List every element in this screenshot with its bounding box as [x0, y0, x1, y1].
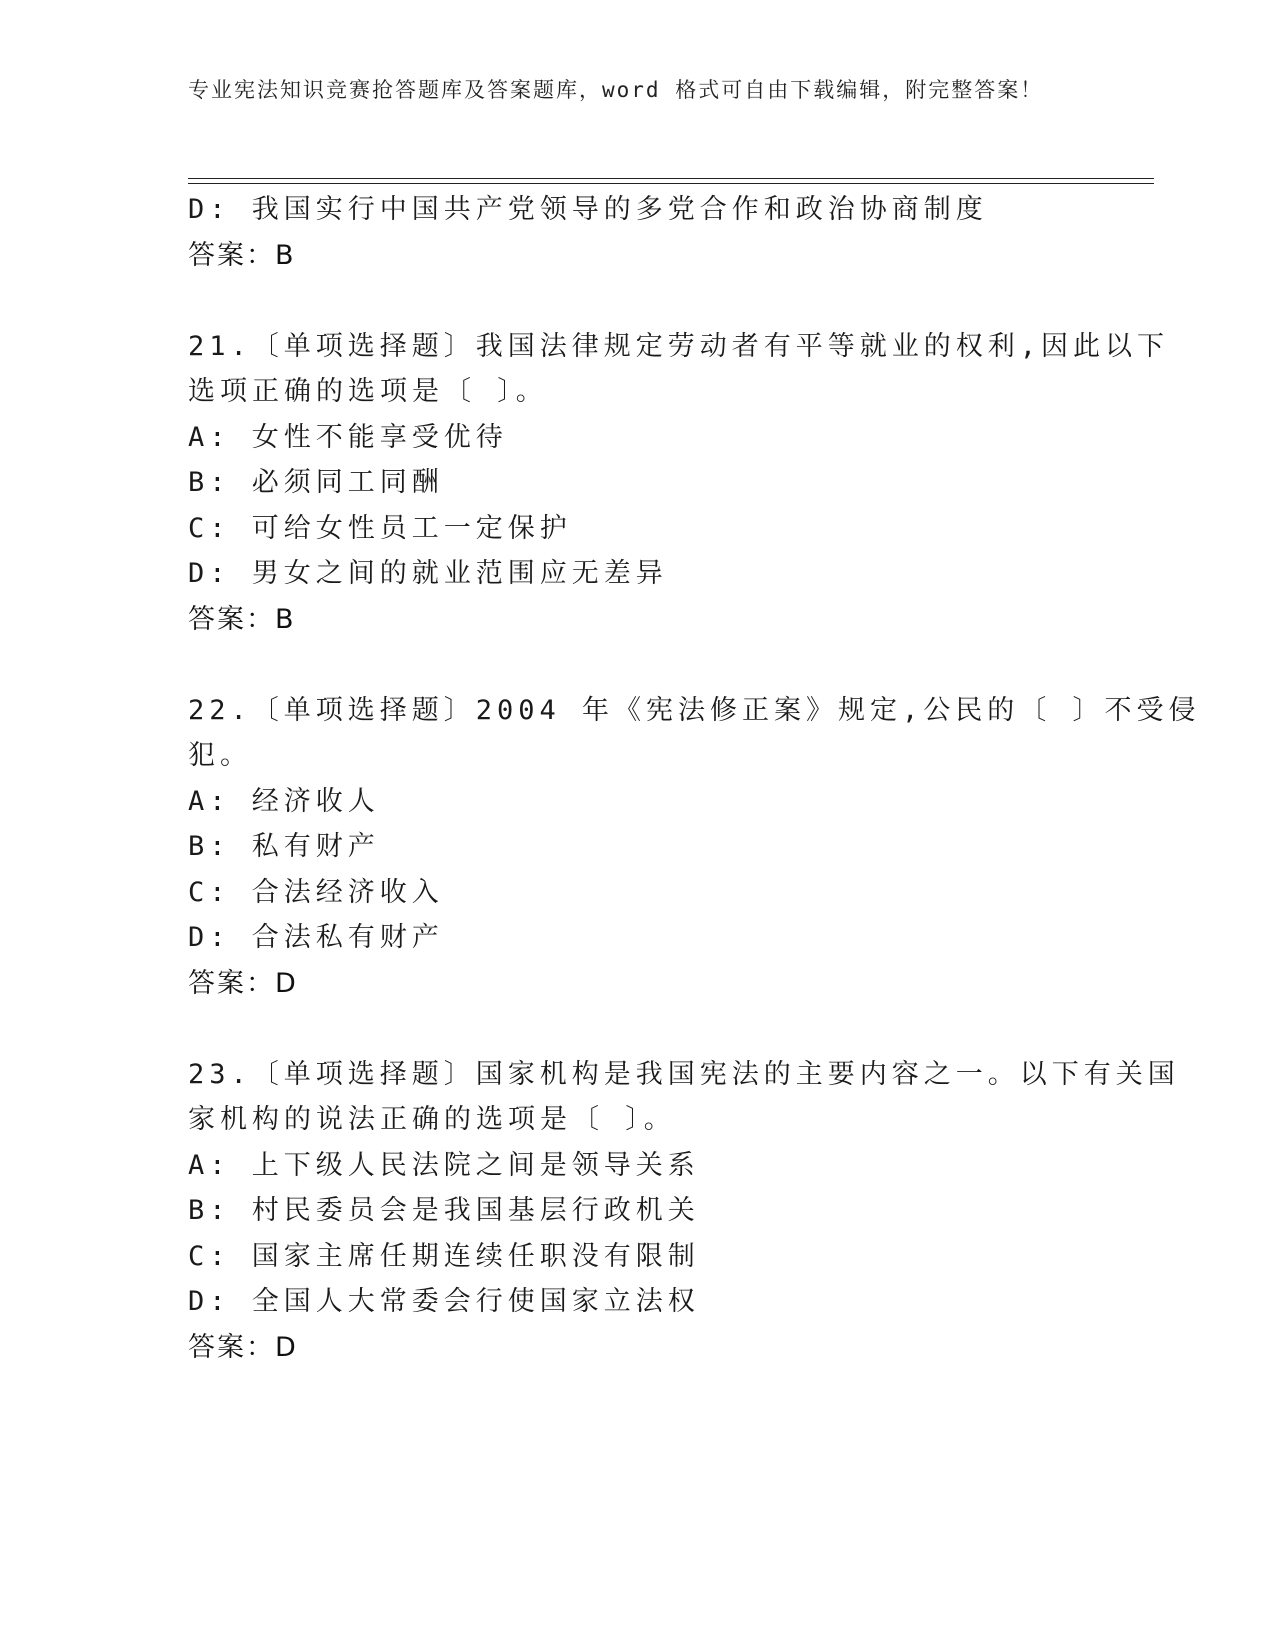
- answer-label: 答案：B: [188, 239, 296, 271]
- option-d: D: 全国人大常委会行使国家立法权: [188, 1286, 700, 1317]
- spacer: [188, 1006, 1088, 1052]
- spacer: [188, 642, 1088, 688]
- option-b: B: 私有财产: [188, 831, 380, 862]
- option-a: A: 上下级人民法院之间是领导关系: [188, 1149, 700, 1181]
- document-header-title: 专业宪法知识竞赛抢答题库及答案题库，word 格式可自由下载编辑，附完整答案！: [188, 78, 1044, 102]
- option-c: C: 国家主席任期连续任职没有限制: [188, 1240, 700, 1272]
- question-stem-line: 家机构的说法正确的选项是〔 〕。: [188, 1104, 676, 1135]
- option-c: C: 可给女性员工一定保护: [188, 512, 572, 544]
- option-b: B: 村民委员会是我国基层行政机关: [188, 1195, 700, 1226]
- spacer: [188, 278, 1088, 324]
- question-stem-line: 22.〔单项选择题〕2004 年《宪法修正案》规定,公民的〔 〕不受侵: [188, 694, 1201, 726]
- question-23: [188, 1052, 1180, 1371]
- option-a: A: 女性不能享受优待: [188, 421, 508, 453]
- answer-label: 答案：D: [188, 1331, 298, 1363]
- question-stem-line: 选项正确的选项是〔 〕。: [188, 376, 548, 407]
- option-d: D: 合法私有财产: [188, 922, 444, 953]
- option-c: C: 合法经济收入: [188, 876, 444, 908]
- option-b: B: 必须同工同酬: [188, 467, 444, 498]
- answer-label: 答案：B: [188, 603, 296, 635]
- question-22: [188, 688, 1201, 1007]
- header-divider-top: [188, 178, 1154, 179]
- header-divider-bottom: [188, 183, 1154, 184]
- question-stem-line: 23.〔单项选择题〕国家机构是我国宪法的主要内容之一。以下有关国: [188, 1058, 1180, 1090]
- option-d: D: 男女之间的就业范围应无差异: [188, 558, 668, 589]
- question-stem-line: 21.〔单项选择题〕我国法律规定劳动者有平等就业的权利,因此以下: [188, 330, 1170, 362]
- question-21: [188, 324, 1170, 643]
- question-list: [188, 187, 1201, 1370]
- previous-question-continuation: [188, 187, 1088, 278]
- answer-label: 答案：D: [188, 967, 298, 999]
- option-d: D: 我国实行中国共产党领导的多党合作和政治协商制度: [188, 194, 988, 225]
- option-a: A: 经济收人: [188, 785, 380, 817]
- question-stem-line: 犯。: [188, 740, 252, 771]
